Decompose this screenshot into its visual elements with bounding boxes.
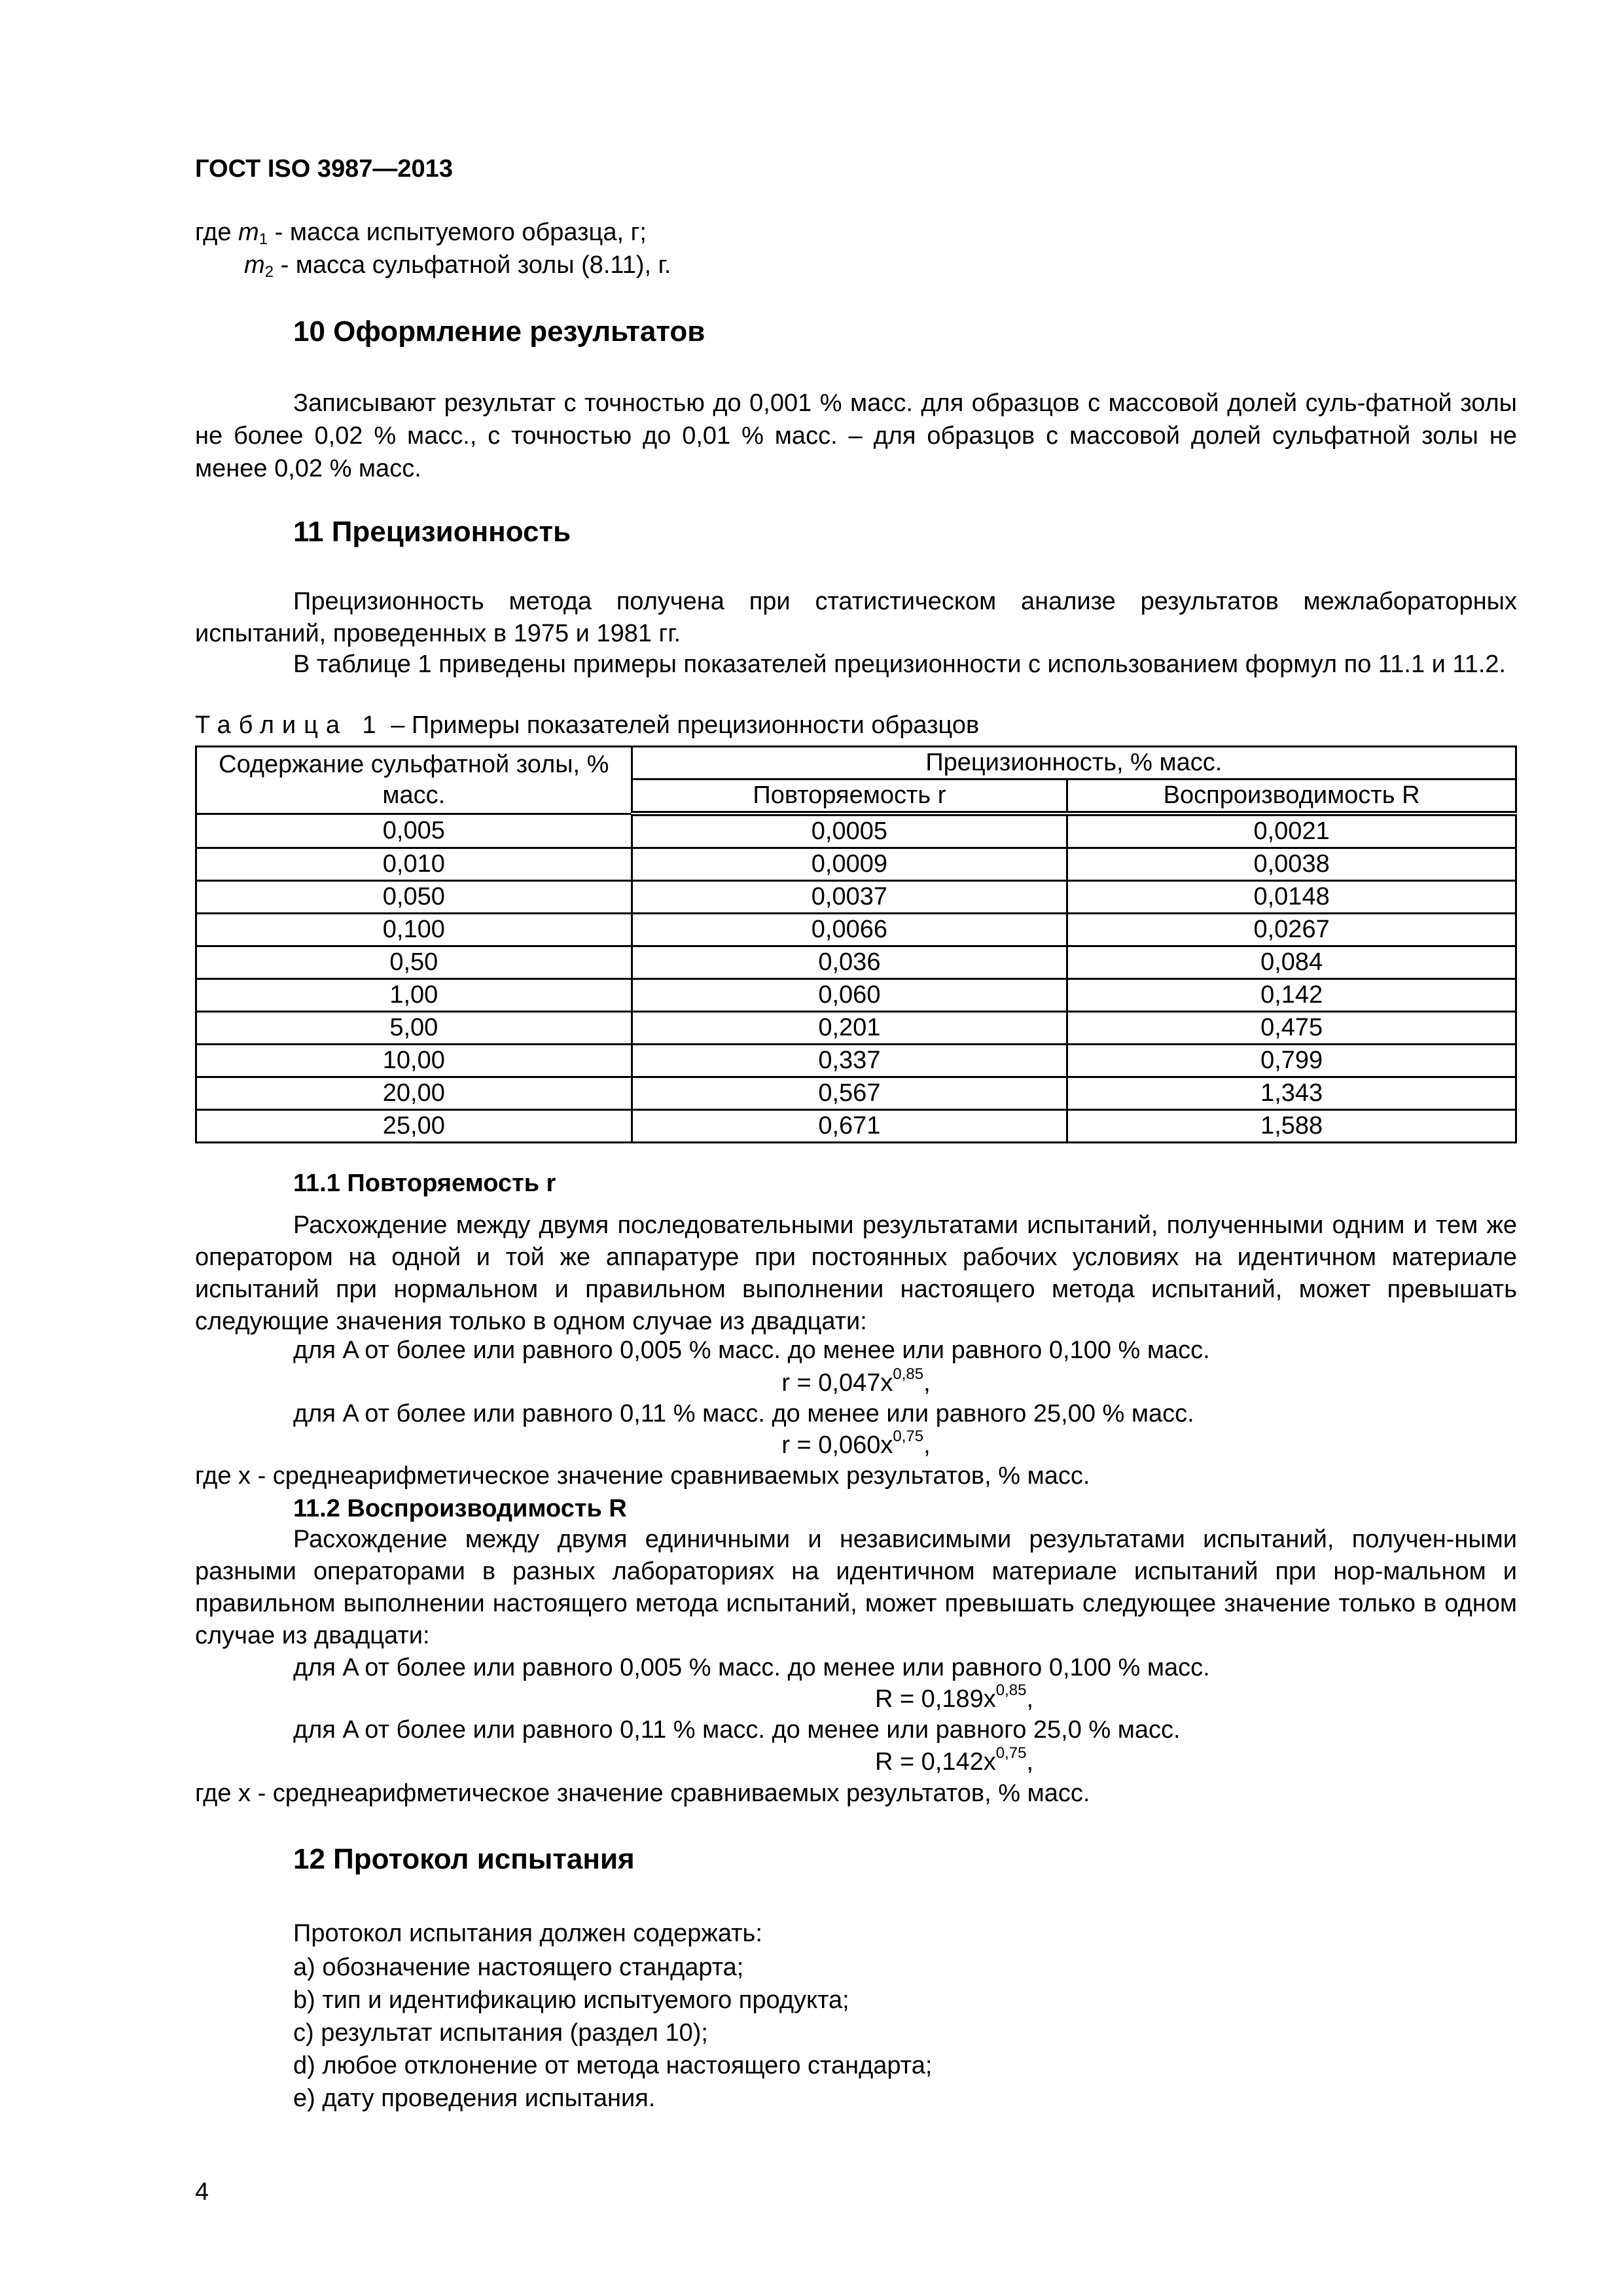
r-range-1: для A от более или равного 0,005 % масс. до менее или равного 0,100 % масс.: [293, 1336, 1210, 1364]
r-range-2: для A от более или равного 0,11 % масс. до менее или равного 25,00 % масс.: [293, 1400, 1194, 1427]
R-where: где x - среднеарифметическое значение сравниваемых результатов, % масс.: [195, 1780, 1090, 1807]
cell-repeatability: 0,060: [632, 979, 1067, 1012]
protocol-item: a) обозначение настоящего стандарта;: [293, 1954, 744, 1981]
cell-repeatability: 0,0005: [632, 814, 1067, 848]
table-row: [196, 914, 1516, 946]
section-10-text: Записывают результат с точностью до 0,001 % масс. для образцов с массовой долей суль-фатной золы не более 0,02 % масс., с точностью до 0,01 % масс. – для образцов с массовой долей сульфатной золы не менее 0,02 % масс.: [195, 389, 1517, 482]
r-where: где x - среднеарифметическое значение сравниваемых результатов, % масс.: [195, 1462, 1090, 1490]
cell-content: 0,005: [196, 814, 632, 848]
cell-content: 0,50: [196, 946, 632, 979]
section-10-title: 10 Оформление результатов: [293, 315, 705, 348]
cell-content: 1,00: [196, 979, 632, 1012]
section-11-para-2: В таблице 1 приведены примеры показателей прецизионности с использованием формул по 11.1 и 11.2.: [293, 651, 1507, 678]
table-row: [196, 979, 1516, 1012]
precision-table: [195, 745, 1517, 1143]
R-formula-1: $R = 0,189x^{0,85}$,: [874, 1681, 1034, 1713]
cell-reproducibility: 0,0267: [1067, 914, 1516, 946]
table-row: [196, 848, 1516, 881]
cell-repeatability: 0,201: [632, 1012, 1067, 1045]
cell-repeatability: 0,567: [632, 1077, 1067, 1110]
section-12-intro: Протокол испытания должен содержать:: [293, 1920, 762, 1947]
cell-repeatability: 0,337: [632, 1045, 1067, 1077]
col-header-repeatability: Повторяемость r: [632, 780, 1067, 814]
cell-reproducibility: 0,084: [1067, 946, 1516, 979]
section-12-title: 12 Протокол испытания: [293, 1843, 635, 1875]
cell-reproducibility: 0,0148: [1067, 881, 1516, 914]
section-11-1-text: Расхождение между двумя последовательными результатами испытаний, полученными одним и тем же оператором на одной и той же аппаратуре при постоянных рабочих условиях на идентичном материале испытаний при нормальном и правильном выполнении настоящего метода испытаний, может превышать следующие значения только в одном случае из двадцати:: [195, 1211, 1517, 1335]
cell-content: 0,100: [196, 914, 632, 946]
cell-reproducibility: 0,0038: [1067, 848, 1516, 881]
cell-content: 25,00: [196, 1110, 632, 1143]
protocol-item: e) дату проведения испытания.: [293, 2085, 656, 2112]
cell-content: 10,00: [196, 1045, 632, 1077]
cell-reproducibility: 0,142: [1067, 979, 1516, 1012]
protocol-item: c) результат испытания (раздел 10);: [293, 2019, 708, 2047]
section-11-2-title: 11.2 Воспроизводимость R: [293, 1495, 627, 1522]
R-formula-2: $R = 0,142x^{0,75}$,: [874, 1744, 1034, 1776]
cell-repeatability: 0,0066: [632, 914, 1067, 946]
table-caption: Таблица 1 – Примеры показателей прецизионности образцов: [195, 711, 980, 739]
table-row: [196, 814, 1516, 848]
table-row: [196, 1012, 1516, 1045]
cell-reproducibility: 0,799: [1067, 1045, 1516, 1077]
table-row: [196, 881, 1516, 914]
cell-reproducibility: 0,0021: [1067, 814, 1516, 848]
r-formula-1: $r = 0,047x^{0,85}$,: [781, 1365, 931, 1397]
R-range-1: для A от более или равного 0,005 % масс. до менее или равного 0,100 % масс.: [293, 1654, 1210, 1681]
col-header-reproducibility: Воспроизводимость R: [1067, 780, 1516, 814]
protocol-item: d) любое отклонение от метода настоящего стандарта;: [293, 2052, 933, 2079]
cell-repeatability: 0,0037: [632, 881, 1067, 914]
section-11-title: 11 Прецизионность: [293, 516, 571, 548]
table-row: [196, 946, 1516, 979]
col-header-content: Содержание сульфатной золы, % масс.: [196, 747, 632, 814]
cell-repeatability: 0,0009: [632, 848, 1067, 881]
section-11-para-1: Прецизионность метода получена при статистическом анализе результатов межлабораторных испытаний, проведенных в 1975 и 1981 гг.: [195, 588, 1517, 647]
cell-repeatability: 0,671: [632, 1110, 1067, 1143]
where-m2: $m_2$ - масса сульфатной золы (8.11), г.: [244, 251, 671, 281]
cell-content: 20,00: [196, 1077, 632, 1110]
section-11-1-title: 11.1 Повторяемость r: [293, 1170, 556, 1197]
document-header: ГОСТ ISO 3987—2013: [195, 155, 453, 183]
cell-content: 5,00: [196, 1012, 632, 1045]
cell-content: 0,010: [196, 848, 632, 881]
cell-reproducibility: 0,475: [1067, 1012, 1516, 1045]
cell-repeatability: 0,036: [632, 946, 1067, 979]
section-11-2-text: Расхождение между двумя единичными и независимыми результатами испытаний, получен-ными разными операторами в разных лабораториях на идентичном материале испытаний при нор-мальном и правильном выполнении настоящего метода испытаний, может превышать следующее значение только в одном случае из двадцати:: [195, 1526, 1517, 1649]
r-formula-2: $r = 0,060x^{0,75}$,: [781, 1427, 931, 1459]
R-range-2: для A от более или равного 0,11 % масс. до менее или равного 25,0 % масс.: [293, 1716, 1181, 1744]
page-number: 4: [195, 2178, 209, 2206]
col-header-precision: Прецизионность, % масс.: [632, 747, 1516, 780]
protocol-item: b) тип и идентификацию испытуемого продукта;: [293, 1986, 849, 2014]
cell-reproducibility: 1,588: [1067, 1110, 1516, 1143]
cell-reproducibility: 1,343: [1067, 1077, 1516, 1110]
where-m1: где $m_1$ - масса испытуемого образца, г;: [195, 219, 647, 248]
table-row: [196, 1045, 1516, 1077]
cell-content: 0,050: [196, 881, 632, 914]
table-row: [196, 1110, 1516, 1143]
table-row: [196, 1077, 1516, 1110]
